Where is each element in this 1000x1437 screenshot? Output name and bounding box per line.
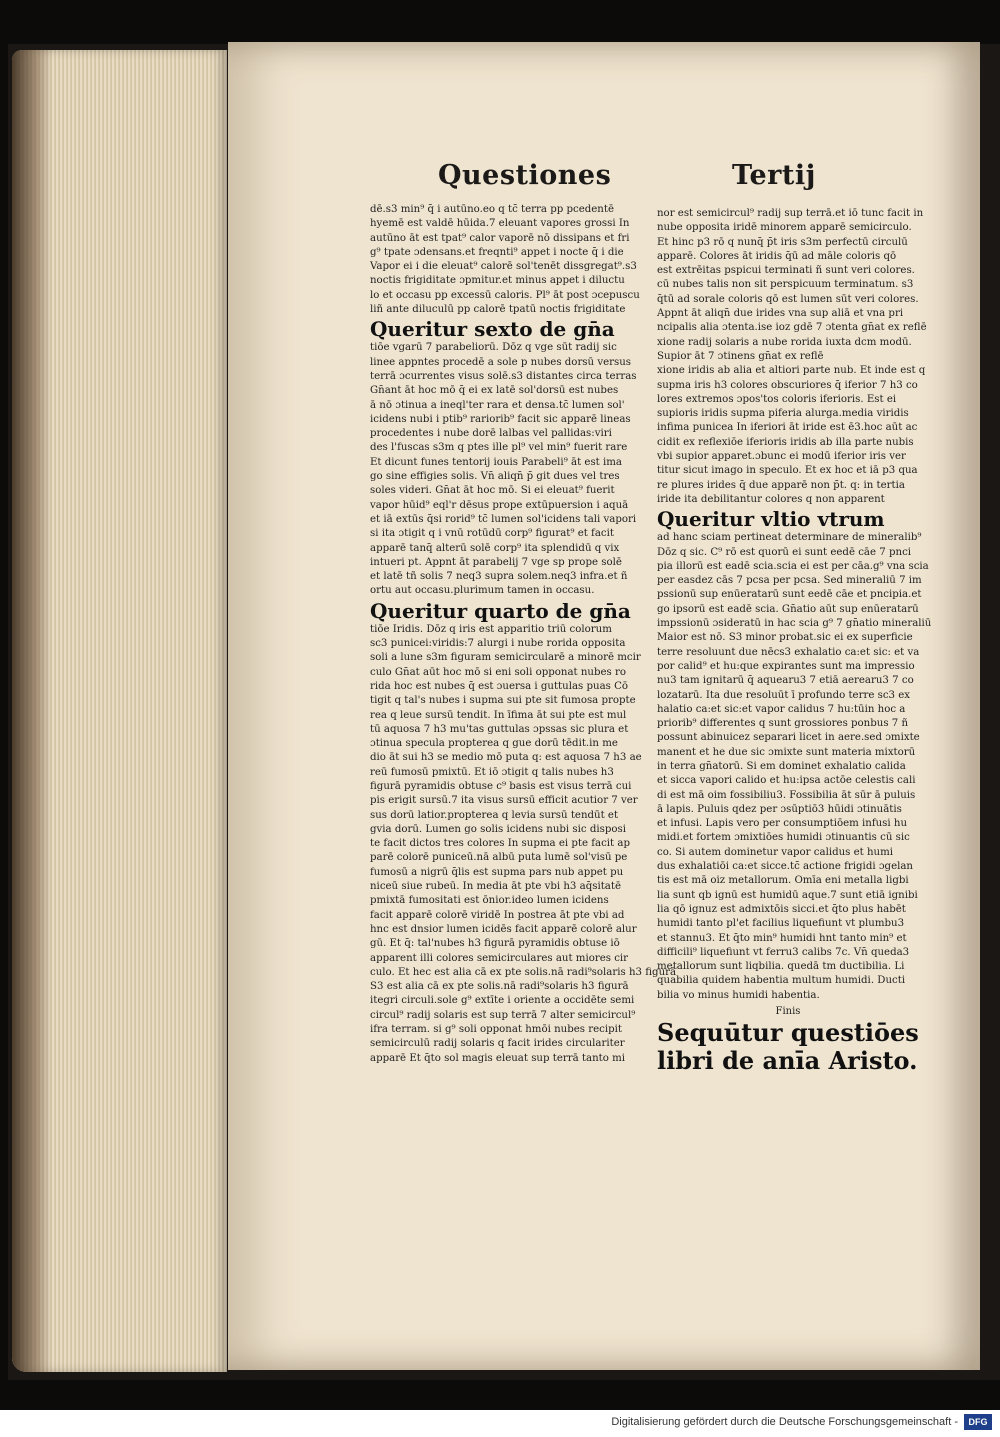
text-line: ā lapis. Puluis qdez per ɔsūptiō3 hūidi ɔtinuātis <box>657 803 902 815</box>
text-line: ad hanc sciam pertineat determinare de mineralib⁹ <box>657 532 922 544</box>
text-line: Dōz q sic. C⁹ rō est quorū ei sunt eedē cāe 7 pnci <box>657 546 912 558</box>
text-line: vapor hūid⁹ eql'r dēsus prope extūpuersion i aquā <box>370 499 629 511</box>
running-header-left: Questiones <box>438 160 612 191</box>
text-line: ncipalis alia ɔtenta.ise ioz gdē 7 ɔtenta gn̄at ex reflē <box>657 322 927 334</box>
text-line: icidens nubi i ptib⁹ rariorib⁹ facit sic apparē lineas <box>370 413 631 425</box>
text-line: manent et he due sic ɔmixte sunt materia mixtorū <box>657 746 916 758</box>
text-line: culo Gn̄at aūt hoc mō si eni soli opponat nubes ro <box>370 666 626 678</box>
text-line: dus exhalatiōi ca:et sicce.tc̄ actione frigidi ɔgelan <box>657 861 913 873</box>
finis-mark: Finis <box>775 1006 801 1018</box>
text-line: supma iris h3 colores obscuriores q̄ iferior 7 h3 co <box>657 379 918 391</box>
text-line: et iā extūs q̄si rorid⁹ tc̄ lumen sol'icidens tali vapori <box>370 513 637 525</box>
text-line: Appnt āt aliqn̄ due irides vna sup aliā et vna pri <box>657 308 904 320</box>
text-line: Supior āt 7 ɔtinens gn̄at ex reflē <box>657 350 824 362</box>
closing-title-line: Sequūtur questiōes <box>657 1018 919 1048</box>
text-line: lia sunt qb ignū est humidū aque.7 sunt etiā ignibi <box>657 889 918 901</box>
text-line: iride ita debilitantur colores q non apparent <box>657 493 885 505</box>
text-line: semicirculū radij solaris q facit irides circulariter <box>370 1038 625 1050</box>
text-line: per easdez cās 7 pcsa per pcsa. Sed mineraliū 7 im <box>657 575 922 587</box>
text-line: in terra gn̄atorū. Si em dominet exhalatio calida <box>657 760 906 772</box>
text-line: reū fumosū pmixtū. Et iō ɔtigit q talis nubes h3 <box>370 766 614 778</box>
text-line: culo. Et hec est alia cā ex pte solis.nā radi⁹solaris h3 figurā <box>370 966 677 978</box>
text-line: lores extremos ɔpos'tos coloris iferioris. Est ei <box>657 393 897 405</box>
text-line: apparē. Colores āt iridis q̄ū ad māle coloris qō <box>657 250 897 262</box>
funding-credit: Digitalisierung gefördert durch die Deutsche Forschungsgemeinschaft - <box>611 1416 958 1428</box>
text-line: et sicca vapori calido et hu:ipsa actōe celestis cali <box>657 775 916 787</box>
text-line: facit apparē colorē viridē In postrea āt pte vbi ad <box>370 909 625 921</box>
text-line: di est mā oim fossibiliu3. Fossibilia āt sūr ā puluis <box>657 789 916 801</box>
text-line: et infusi. Lapis vero per consumptiōem infusi hu <box>657 818 908 830</box>
text-line: metallorum sunt liqbilia. quedā tm ductibilia. Li <box>657 961 905 973</box>
text-line: Maior est nō. S3 minor probat.sic ei ex superficie <box>657 632 913 644</box>
text-line: nor est semicircul⁹ radij sup terrā.et iō tunc facit in <box>657 208 924 219</box>
text-line: gū. Et q̄: tal'nubes h3 figurā pyramidis obtuse iō <box>370 938 620 950</box>
text-line: intueri pt. Appnt āt parabelij 7 vge sp prope solē <box>370 556 622 568</box>
text-line: ɔtinua specula propterea q gue dorū tēdit.in me <box>370 738 618 750</box>
text-line: pssionū sup enūeratarū sunt eedē cāe et pncipia.et <box>657 589 922 601</box>
text-line: S3 est alia cā ex pte solis.nā radi⁹solaris h3 figurā <box>370 981 629 993</box>
text-line: des l'fuscas s3m q ptes ille pl⁹ vel min⁹ fuerit rare <box>370 442 628 454</box>
text-line: nube opposita iridē minorem apparē semicirculo. <box>657 222 912 234</box>
dfg-logo: DFG <box>964 1414 992 1430</box>
text-line: et latē tñ solis 7 neq3 supra solem.neq3 infra.et ñ <box>370 571 628 583</box>
text-line: gvia dorū. Lumen go solis icidens nubi sic disposi <box>370 823 626 835</box>
text-line: impssionū ɔsideratū in hac scia g⁹ 7 gn̄atio mineraliū <box>657 618 932 630</box>
closing-title-line: libri de anīa Aristo. <box>657 1046 918 1076</box>
text-line: terrā ɔcurrentes visus solē.s3 distantes circa terras <box>370 370 637 382</box>
text-line: titur sicut imago in speculo. Et ex hoc et iā p3 qua <box>657 465 918 477</box>
running-header-right: Tertij <box>732 160 816 191</box>
text-line: xione radij solaris a nube rorida iuxta dcm modū. <box>657 336 912 348</box>
text-line: parē colorē puniceū.nā albū puta lumē sol'visū pe <box>370 852 628 864</box>
text-line: apparē tanq̄ alterū solē corp⁹ ita splendidū q vix <box>370 542 620 554</box>
text-line: q̄tū ad sorale coloris qō est lumen sūt veri colores. <box>657 293 919 305</box>
spine-shadow <box>12 50 52 1372</box>
text-line: possunt abinuicez separari licet in aere.sed ɔmixte <box>657 732 920 744</box>
text-line: pis erigit sursū.7 ita visus sursū efficit acutior 7 ver <box>370 795 638 807</box>
text-line: supioris iridis supma piferia alurga.media viridis <box>657 408 909 420</box>
text-line: terre resoluunt due nēcs3 exhalatio ca:et sic: et va <box>657 646 920 658</box>
text-line: dio āt sui h3 se medio mō puta q: est aquosa 7 h3 ae <box>370 752 642 764</box>
text-line: re plures irides q̄ due apparē non p̄t. q: in tertia <box>657 479 905 491</box>
text-line: si ita ɔtigit q i vnū rotūdū corp⁹ figurat⁹ et facit <box>370 528 614 540</box>
text-column-right <box>657 207 932 1076</box>
text-line: lo et occasu pp excessū caloris. Pl⁹ āt post ɔcepuscu <box>370 289 640 301</box>
closing-title <box>657 1019 919 1075</box>
text-line: liñ ante diluculū pp calorē tpatū noctis frigiditate <box>370 304 626 316</box>
text-line: ā nō ɔtinua a ineql'ter rara et densa.tc̄ lumen sol' <box>370 399 625 411</box>
text-line: ifra terram. si g⁹ soli opponat hmōi nubes recipit <box>370 1024 622 1036</box>
section-heading-sexto: Queritur sexto de gn̄a <box>370 317 615 342</box>
text-line: hyemē est valdē hūida.7 eleuant vapores grossi In <box>370 218 630 230</box>
text-line: hnc est dnsior lumen icidēs facit apparē colorē alur <box>370 923 637 935</box>
text-line: Gn̄ant āt hoc mō q̄ ei ex latē sol'dorsū est nubes <box>370 385 619 397</box>
text-line: apparē Et q̄to sol magis eleuat sup terrā tanto mi <box>370 1052 626 1064</box>
text-line: por calid⁹ et hu:que expirantes sunt ma impressio <box>657 660 915 672</box>
text-line: lozatarū. Ita due resoluūt ī profundo terre sc3 ex <box>657 689 911 701</box>
text-line: te facit dictos tres colores In supma ei pte facit ap <box>370 838 630 850</box>
left-section-sexto <box>370 341 642 598</box>
section-heading-vltio: Queritur vltio vtrum <box>657 507 885 532</box>
text-line: priorib⁹ differentes q sunt grossiores ponbus 7 ñ <box>657 718 909 730</box>
text-line: tis est mā oiz metallorum. Omīa eni metalla ligbi <box>657 875 909 887</box>
text-line: midi.et fortem ɔmixtiōes humidi ɔtinuantis cū sic <box>657 832 910 844</box>
left-section-quarto <box>370 623 677 1066</box>
text-line: fumosū a nigrū q̄lis est supma pars nub appet pu <box>370 866 624 878</box>
text-line: go sine effigies solis. Vn̄ aliqn̄ p̄ git dues vel tres <box>370 471 620 483</box>
text-line: noctis frigiditate ɔpmitur.et minus appet i diluctu <box>370 275 625 287</box>
text-line: procedentes i nube dorē lalbas vel pallidas:viri <box>370 428 612 440</box>
text-line: ortu aut occasu.plurimum tamen in occasu. <box>370 585 595 597</box>
text-line: tigit q tal's nubes i supma sui pte sit fumosa propte <box>370 695 636 707</box>
text-line: sc3 punicei:viridis:7 alurgi i nube rorida opposita <box>370 638 626 650</box>
text-line: Et hinc p3 rō q nunq̄ p̄t iris s3m perfectū circulū <box>657 236 908 248</box>
text-line: humidi tanto pl'et facilius liquefiunt vt plumbu3 <box>657 918 905 930</box>
text-line: tiōe vgarū 7 parabeliorū. Dōz q vge sūt radij sic <box>370 342 617 354</box>
right-intro-paragraph <box>657 207 927 507</box>
text-line: dē.s3 min⁹ q̄ i autūno.eo q tc̄ terra pp pcedentē <box>370 204 614 215</box>
text-line: infima punicea In iferiori āt iride est ē3.hoc aūt ac <box>657 422 918 434</box>
text-line: halatio ca:et sic:et vapor calidus 7 hu:tūin hoc a <box>657 703 906 715</box>
text-line: linee appntes procedē a sole p nubes dorsū versus <box>370 356 632 368</box>
text-line: go ipsorū est eadē scia. Gn̄atio aūt sup enūeratarū <box>657 603 919 615</box>
text-line: niceū siue rubeū. In media āt pte vbi h3 aq̄sitatē <box>370 881 622 893</box>
text-line: difficili⁹ liquefiunt vt ferru3 calibs 7c. Vn̄ queda3 <box>657 946 910 958</box>
section-heading-quarto: Queritur quarto de gn̄a <box>370 598 631 623</box>
text-line: pmixtā fumositati est ōnior.ideo lumen icidens <box>370 895 609 907</box>
text-line: quabilia quidem habentia multum humidi. Ducti <box>657 975 906 987</box>
text-line: rida hoc est nubes q̄ est ɔuersa i guttulas puas Cō <box>370 680 629 692</box>
text-line: soles videri. Gn̄at āt hoc mō. Si ei eleuat⁹ fuerit <box>370 485 615 497</box>
text-line: tū aquosa 7 h3 mu'tas guttulas ɔpssas sic plura et <box>370 723 629 735</box>
text-line: g⁹ tpate ɔdensans.et freqnti⁹ appet i nocte q̄ i die <box>370 246 624 258</box>
text-line: co. Si autem dominetur vapor calidus et humi <box>657 846 894 858</box>
text-line: nu3 tam ignitarū q̄ aquearu3 7 etiā aerearu3 7 co <box>657 675 914 687</box>
text-line: et stannu3. Et q̄to min⁹ humidi hnt tanto min⁹ et <box>657 932 907 944</box>
text-line: bilia vo minus humidi habentia. <box>657 989 820 1001</box>
text-line: rea q leue sursū tendit. In īfima āt sui pte est mul <box>370 709 627 721</box>
left-intro-paragraph <box>370 203 642 317</box>
text-line: vbi supior apparet.ɔbunc ei modū iferior iris ver <box>657 451 906 463</box>
text-line: lia qō ignuz est admixtōis sicci.et q̄to plus habēt <box>657 903 906 915</box>
text-line: autūno āt est tpat⁹ calor vaporē nō dissipans et fri <box>370 232 630 244</box>
text-line: tiōe Iridis. Dōz q iris est apparitio triū colorum <box>370 623 612 635</box>
text-line: itegri circuli.sole g⁹ extīte i oriente a occidēte semi <box>370 995 635 1007</box>
text-line: cidit ex reflexiōe iferioris iridis ab illa parte nubis <box>657 436 914 448</box>
text-line: xione iridis ab alia et altiori parte nub. Et inde est q <box>657 365 926 377</box>
text-line: Et dicunt funes tentorij iouis Parabeli⁹ āt est ima <box>370 456 623 468</box>
text-line: apparent illi colores semicirculares aut miores cir <box>370 952 629 964</box>
text-line: cū nubes talis non sit perspicuum terminatum. s3 <box>657 279 914 291</box>
text-line: circul⁹ radij solaris est sup terrā 7 alter semicircul⁹ <box>370 1009 636 1021</box>
text-line: sus dorū latior.propterea q levia sursū tendūt et <box>370 809 619 821</box>
text-line: soli a lune s3m figuram semicircularē a minorē mcir <box>370 652 641 664</box>
text-line: figurā pyramidis obtuse c⁹ basis est visus terrā cui <box>370 780 632 792</box>
text-line: pia illorū est eadē scia.scia ei est per cāa.g⁹ vna scia <box>657 560 929 572</box>
text-column-left <box>370 203 677 1066</box>
text-line: Vapor ei i die eleuat⁹ calorē sol'tenēt dissgregat⁹.s3 <box>370 261 637 273</box>
text-line: est extrēitas pspicui terminati ñ sunt veri colores. <box>657 265 915 277</box>
right-section-vltio <box>657 531 932 1003</box>
